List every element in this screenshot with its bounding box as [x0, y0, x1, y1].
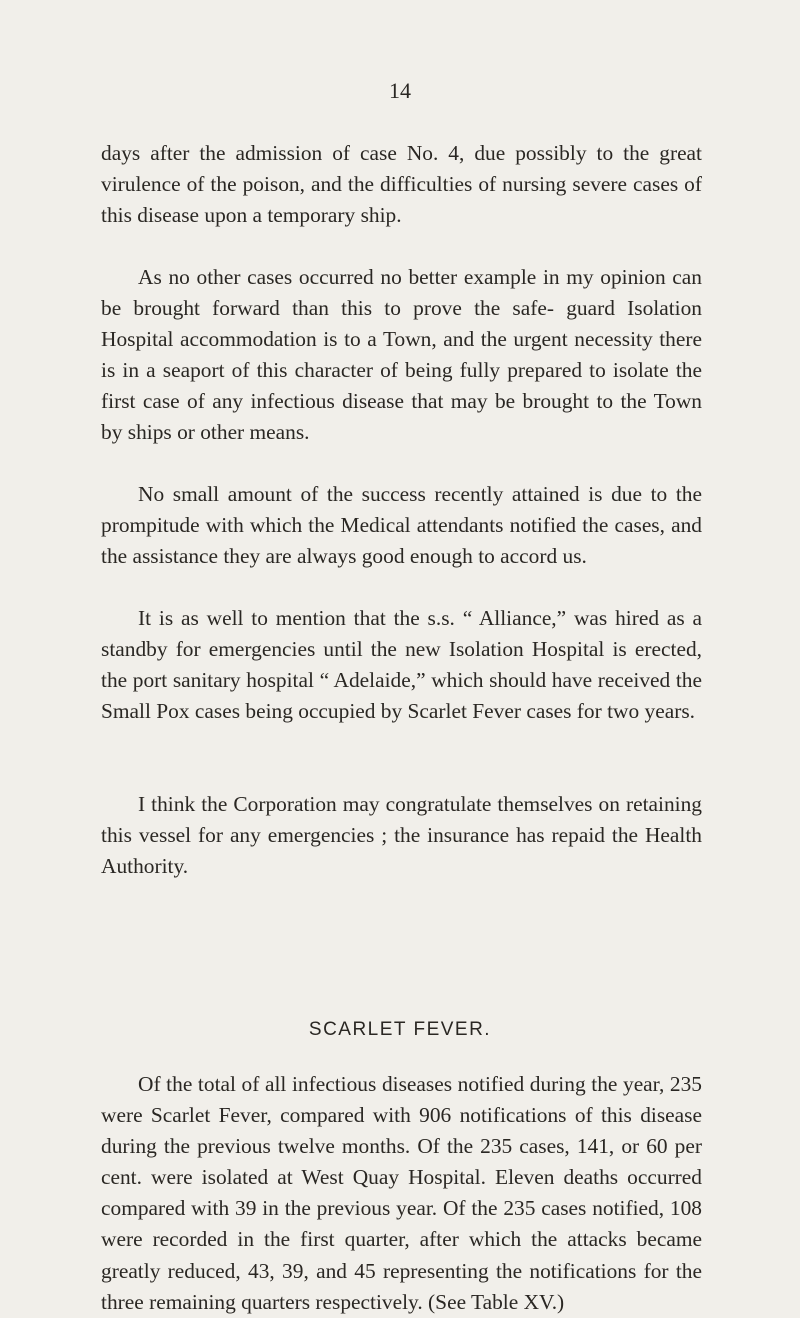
paragraph-medical-attendants: No small amount of the success recently attained is due to the prompitude with which the Medical attendants notified the cases, and the assistance they are always good enough to accord us.: [101, 482, 702, 569]
paragraph-scarlet-fever: Of the total of all infectious diseases notified during the year, 235 were Scarlet Fever, compared with 906 notifications of this disease during the previous twelve months. Of the 235 cases, 141, or 60 per cent. were isolated at West Quay Hospital. Eleven deaths occurred compared with 39 in the previous year. Of the 235 cases notified, 108 were recorded in the first quarter, after which the attacks became greatly reduced, 43, 39, and 45 representing the notifications for the three remaining quarters respectively. (See Table XV.): [101, 1072, 702, 1314]
paragraph-isolation-hospital: As no other cases occurred no better example in my opinion can be brought forward than this to prove the safe- guard Isolation Hospital accommodation is to a Town, and the urgent necessity there is in a seaport of this character of being fully prepared to isolate the first case of any infectious disease that may be brought to the Town by ships or other means.: [101, 265, 702, 445]
paragraph-corporation: I think the Corporation may congratulate themselves on retaining this vessel for any emergencies ; the insurance has repaid the Health Authority.: [101, 792, 702, 879]
section-heading-scarlet-fever: SCARLET FEVER.: [308, 1019, 492, 1040]
paragraph-alliance-vessel: It is as well to mention that the s.s. “ Alliance,” was hired as a standby for emergencies until the new Isolation Hospital is erected, the port sanitary hospital “ Adelaide,” which should have received the Small Pox cases being occupied by Scarlet Fever cases for two years.: [101, 606, 702, 724]
page-number: 14: [389, 78, 411, 103]
paragraph-continuation: days after the admission of case No. 4, due possibly to the great virulence of the poison, and the difficulties of nursing severe cases of this disease upon a temporary ship.: [101, 141, 702, 228]
